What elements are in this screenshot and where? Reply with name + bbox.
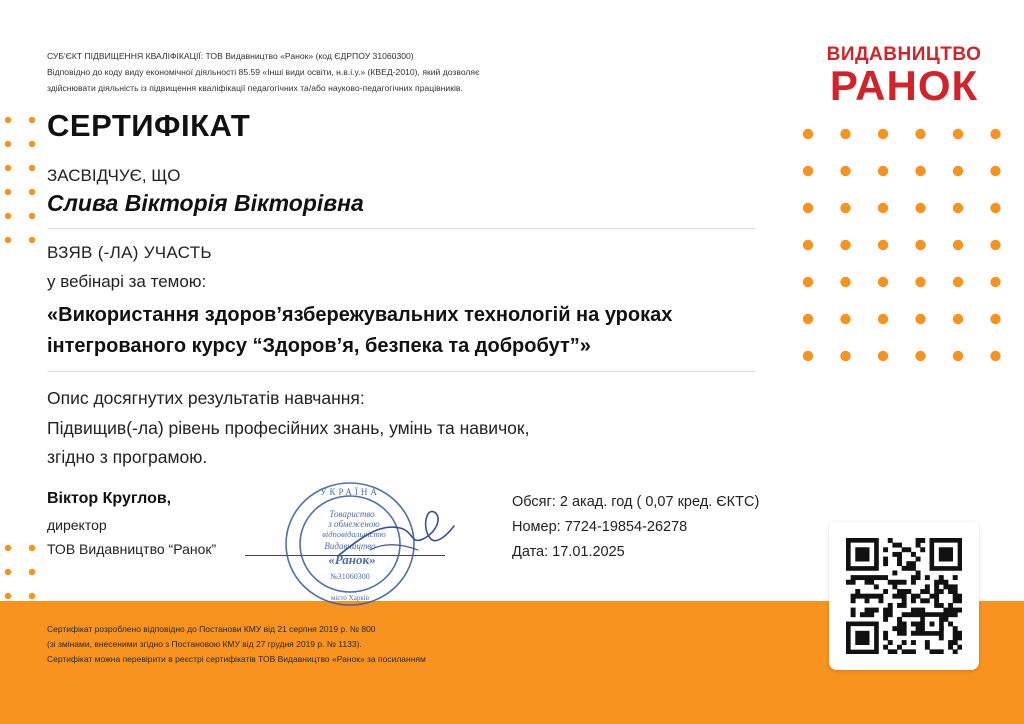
decorative-dot: [29, 165, 35, 171]
decorative-dot: [5, 189, 11, 195]
decorative-dot: [803, 203, 813, 213]
footer-line: Сертифікат розроблено відповідно до Постанови КМУ від 21 серпня 2019 р. № 800: [47, 624, 376, 634]
decorative-dot: [990, 166, 1000, 176]
qr-code-card[interactable]: [829, 522, 979, 670]
footer-line: Сертифікат можна перевірити в реєстрі сертифікатів ТОВ Видавництво «Ранок» за посиланням: [47, 654, 426, 664]
decorative-dot: [878, 203, 888, 213]
decorative-dot: [5, 569, 11, 575]
decorative-dot: [29, 117, 35, 123]
certificate-number: Номер: 7724-19854-26278: [512, 519, 688, 535]
decorative-dot: [915, 351, 925, 361]
decorative-dot: [29, 569, 35, 575]
signer-organization: ТОВ Видавництво “Ранок”: [47, 541, 217, 557]
decorative-dot: [990, 203, 1000, 213]
stamp-text: «Ранок»: [328, 552, 376, 567]
decorative-dot: [878, 277, 888, 287]
decorative-dot: [840, 203, 850, 213]
header-legal-info: [47, 48, 607, 96]
stamp-code: №31060300: [330, 572, 370, 581]
decorative-dot: [5, 117, 11, 123]
handwritten-signature: [330, 498, 460, 568]
decorative-dot: [5, 545, 11, 551]
decorative-dot: [878, 240, 888, 250]
decorative-dot: [803, 166, 813, 176]
decorative-dot: [29, 237, 35, 243]
stamp-text: Видавництво: [324, 541, 376, 551]
decorative-dot: [953, 203, 963, 213]
decorative-dot: [840, 240, 850, 250]
stamp-text: Товариство: [329, 509, 375, 519]
decorative-dot: [878, 314, 888, 324]
decorative-dot: [878, 351, 888, 361]
certificate-details: [512, 490, 759, 565]
signer-position: директор: [47, 517, 107, 533]
decorative-dot: [5, 213, 11, 219]
logo-main-text: РАНОК: [829, 62, 979, 109]
stamp-text: відповідальністю: [322, 529, 386, 539]
decorative-dot: [803, 240, 813, 250]
decorative-dot: [878, 129, 888, 139]
decorative-dot: [29, 141, 35, 147]
stamp-text: з обмеженою: [328, 519, 380, 529]
learning-results: [47, 384, 529, 473]
decorative-dot: [803, 351, 813, 361]
header-line: СУБ'ЄКТ ПІДВИЩЕННЯ КВАЛІФІКАЦІЇ: ТОВ Видавництво «Ранок» (код ЄДРПОУ 31060300): [47, 51, 414, 61]
participant-name: Слива Вікторія Вікторівна: [47, 190, 364, 216]
results-line: Підвищив(-ла) рівень професійних знань, умінь та навичок,: [47, 417, 530, 438]
decorative-dot: [990, 240, 1000, 250]
decorative-dot: [953, 314, 963, 324]
divider: [47, 228, 756, 229]
header-line: Відповідно до коду виду економічної діяльності 85.59 «Інші види освіти, н.в.і.у.» (КВЕД-2010), який дозволяє: [47, 67, 480, 77]
topic-line: інтегрованого курсу “Здоров’я, безпека та добробут”»: [47, 335, 591, 357]
stamp-ring-bottom: місто Харків: [330, 594, 370, 602]
decorative-dot: [915, 203, 925, 213]
decorative-dot: [840, 351, 850, 361]
decorative-dot: [840, 314, 850, 324]
decorative-dot: [29, 593, 35, 599]
decorative-dot: [29, 545, 35, 551]
signer-name: Віктор Круглов,: [47, 490, 172, 507]
decorative-dot: [953, 277, 963, 287]
divider: [47, 371, 756, 372]
decorative-dot: [803, 314, 813, 324]
decorative-dot: [953, 129, 963, 139]
certificate-date: Дата: 17.01.2025: [512, 544, 625, 560]
decorative-dot: [915, 166, 925, 176]
decorative-dot: [803, 277, 813, 287]
decorative-dot: [915, 129, 925, 139]
decorative-dot: [878, 166, 888, 176]
decorative-dot: [840, 166, 850, 176]
webinar-topic: [47, 300, 767, 362]
decorative-dot: [5, 237, 11, 243]
dot-pattern-left-top: [0, 112, 48, 252]
decorative-dot: [990, 351, 1000, 361]
decorative-dot: [840, 277, 850, 287]
volume-text: Обсяг: 2 акад. год ( 0,07 кред. ЄКТС): [512, 494, 760, 510]
footer-line: (зі змінами, внесеними згідно з Постановою КМУ від 27 грудня 2019 р. № 1133).: [47, 639, 362, 649]
results-line: згідно з програмою.: [47, 447, 208, 467]
logo-top-text: ВИДАВНИЦТВО: [826, 44, 982, 65]
webinar-intro: у вебінарі за темою:: [47, 272, 207, 291]
footer-legal-note: [47, 622, 426, 667]
decorative-dot: [953, 166, 963, 176]
header-line: здійснювати діяльність із підвищення кваліфікації педагогічних та/або науково-педагогічних працівників.: [47, 83, 463, 93]
dot-pattern-right: [796, 122, 1006, 367]
decorative-dot: [990, 129, 1000, 139]
decorative-dot: [29, 213, 35, 219]
decorative-dot: [953, 351, 963, 361]
decorative-dot: [840, 129, 850, 139]
decorative-dot: [5, 165, 11, 171]
publisher-logo: [824, 44, 984, 109]
decorative-dot: [803, 129, 813, 139]
decorative-dot: [5, 141, 11, 147]
results-title: Опис досягнутих результатів навчання:: [47, 388, 365, 408]
stamp-ring-top: УКРАЇНА: [320, 487, 380, 497]
decorative-dot: [29, 189, 35, 195]
participation-label: ВЗЯВ (-ЛА) УЧАСТЬ: [47, 243, 212, 262]
decorative-dot: [915, 277, 925, 287]
qr-code-icon[interactable]: [846, 538, 962, 654]
decorative-dot: [5, 593, 11, 599]
topic-line: «Використання здоров’язбережувальних технологій на уроках: [47, 304, 673, 326]
certifies-label: ЗАСВІДЧУЄ, ЩО: [47, 166, 181, 185]
decorative-dot: [990, 314, 1000, 324]
decorative-dot: [990, 277, 1000, 287]
decorative-dot: [915, 240, 925, 250]
decorative-dot: [953, 240, 963, 250]
decorative-dot: [915, 314, 925, 324]
certificate-title: СЕРТИФІКАТ: [47, 108, 251, 143]
